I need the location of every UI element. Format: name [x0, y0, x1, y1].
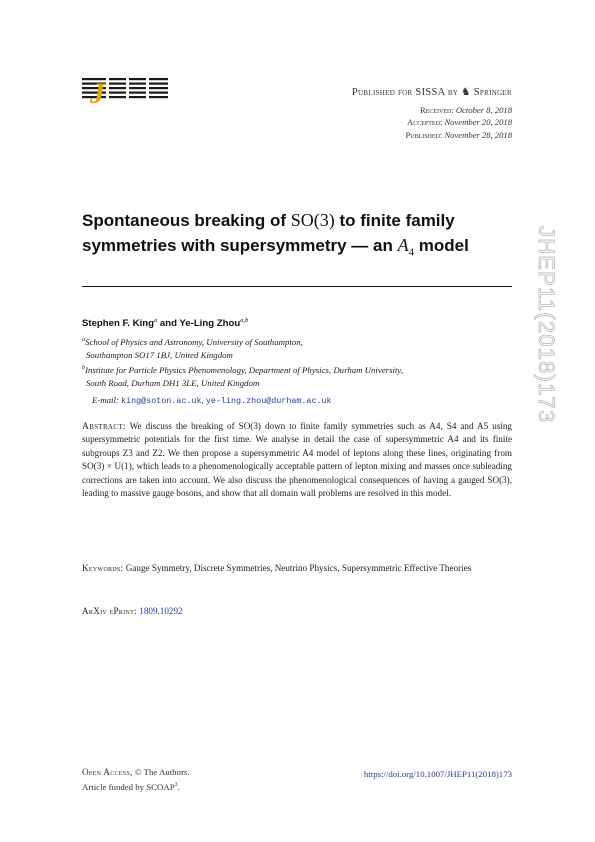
title-rule	[82, 286, 512, 287]
abstract	[82, 420, 512, 501]
email-link-king[interactable]: king@soton.ac.uk	[121, 396, 202, 406]
abstract-label: Abstract:	[82, 421, 126, 432]
dates-block	[330, 104, 512, 141]
doi-line	[300, 769, 512, 779]
copyright-icon: ©	[134, 767, 142, 777]
affiliation-a: $^a$School of Physics and Astronomy, University of Southampton, Southampton SO17 1BJ, United Kingdom	[82, 336, 303, 360]
publisher-line	[300, 86, 512, 98]
open-access-note: Open Access, © The Authors. Article funded by SCOAP$^3$.	[82, 767, 190, 793]
author-list: Stephen F. King$^a$ and Ye-Ling Zhou$^{a,b}$	[82, 317, 249, 330]
date-accepted: Accepted: November 20, 2018	[407, 117, 512, 128]
publisher-name: Springer	[473, 87, 512, 98]
email-line: E-mail: king@soton.ac.uk, ye-ling.zhou@durham.ac.uk	[92, 395, 332, 406]
author-king: Stephen F. King	[82, 318, 154, 330]
keywords	[82, 562, 512, 575]
watermark-text: JHEP11(2018)173	[534, 226, 559, 424]
arxiv-line: ArXiv ePrint: 1809.10292	[82, 606, 183, 616]
date-published: Published: November 28, 2018	[405, 129, 512, 140]
keywords-text: Gauge Symmetry, Discrete Symmetries, Neutrino Physics, Supersymmetric Effective Theories	[125, 563, 472, 573]
watermark	[526, 226, 566, 496]
springer-horse-icon: ♞	[461, 87, 471, 98]
arxiv-link[interactable]: 1809.10292	[139, 606, 183, 616]
jhep-logo-icon	[82, 76, 168, 106]
abstract-text: We discuss the breaking of SO(3) down to finite family symmetries such as A4, S4 and A5 using supersymmetric potentials for the first time. We analyse in detail the case of supersymmetric A4 and its finite subgroups Z3 and Z2. We then propose a supersymmetric A4 model of leptons along these lines, originating from SO(3) × U(1), which leads to a phenomenologically acceptable pattern of lepton mixing and masses once subleading corrections are taken into account. We also discuss the phenomenological consequences of having a gauged SO(3), leading to massive gauge bosons, and show that all domain wall problems are resolved in this model.	[82, 421, 512, 499]
svg-text:J: J	[90, 77, 105, 106]
email-link-zhou[interactable]: ye-ling.zhou@durham.ac.uk	[205, 396, 332, 406]
affiliation-b: $^b$Institute for Particle Physics Phenomenology, Department of Physics, Durham University, South Road, Durham DH1 3LE, United Kingdom	[82, 364, 404, 388]
paper-title: Spontaneous breaking of SO(3) to finite family symmetries with supersymmetry — an $A_4$ model	[82, 210, 469, 259]
date-received: Received: October 8, 2018	[419, 105, 512, 115]
publisher-prefix: Published for SISSA by	[351, 87, 459, 98]
doi-link[interactable]: https://doi.org/10.1007/JHEP11(2018)173	[363, 769, 512, 779]
author-zhou: Ye-Ling Zhou	[179, 318, 241, 330]
keywords-label: Keywords:	[82, 563, 124, 573]
